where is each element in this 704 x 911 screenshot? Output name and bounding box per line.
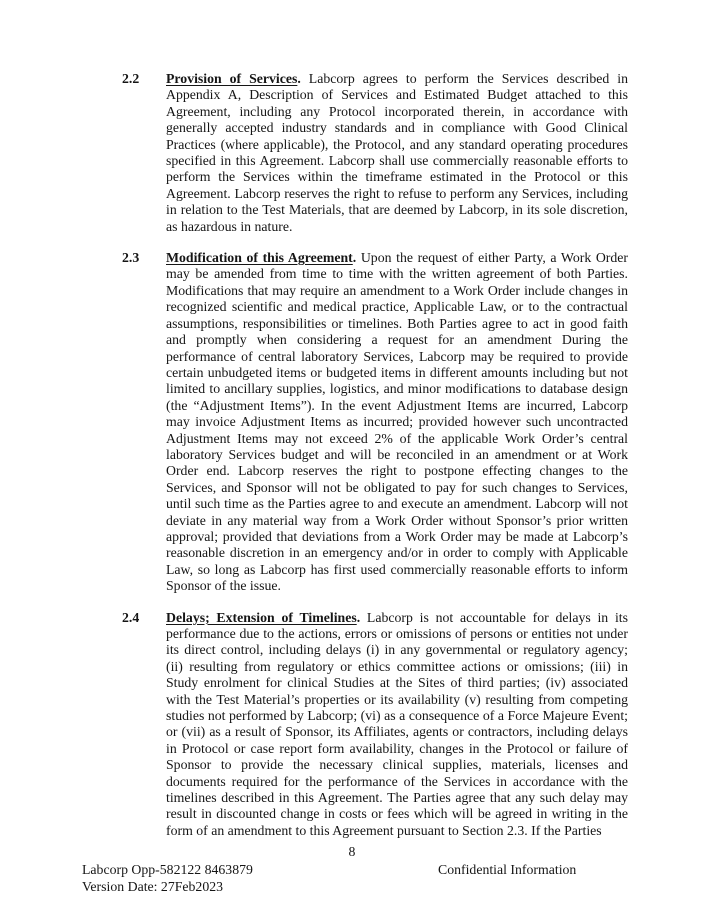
section-2-2 <box>122 71 628 235</box>
footer-confidential-label: Confidential Information <box>438 862 577 877</box>
section-paragraph <box>166 610 628 840</box>
section-body-text: Labcorp is not accountable for delays in its performance due to the actions, errors or omissions of persons or entities not under its direct control, including delays (i) in any governmental or regulatory agency; (ii) resulting from regulatory or ethics committee actions or omissions; (iii) in Study enrolment for clinical Studies at the Sites of third parties; (iv) associated with the Test Material’s properties or its availability (v) resulting from competing studies not performed by Labcorp; (vi) as a consequence of a Force Majeure Event; or (vii) as a result of Sponsor, its Affiliates, agents or contractors, including delays in Protocol or case report form availability, changes in the Protocol or failure of Sponsor to provide the necessary clinical supplies, materials, licenses and documents required for the performance of the Services in accordance with the timelines described in this Agreement. The Parties agree that any such delay may result in discounted change in costs or fees which will be agreed in writing in the form of an amendment to this Agreement pursuant to Section 2.3. If the Parties <box>166 609 628 838</box>
footer-doc-id: Labcorp Opp-582122 8463879 <box>82 862 253 877</box>
footer-left <box>82 862 253 895</box>
section-heading-period: . <box>352 250 357 266</box>
section-number: 2.3 <box>122 250 140 266</box>
section-2-4 <box>122 610 628 840</box>
section-body-text: Labcorp agrees to perform the Services described in Appendix A, Description of Services and Estimated Budget attached to this Agreement, including any Protocol incorporated therein, in accordance with generally accepted industry standards and in compliance with Good Clinical Practices (where applicable), the Protocol, and any standard operating procedures specified in this Agreement. Labcorp shall use commercially reasonable efforts to perform the Services within the timeframe estimated in the Protocol or this Agreement. Labcorp reserves the right to refuse to perform any Services, including in relation to the Test Materials, that are deemed by Labcorp, in its sole discretion, as hazardous in nature. <box>166 71 628 234</box>
footer-version-date: Version Date: 27Feb2023 <box>82 878 224 894</box>
section-number: 2.2 <box>122 71 140 86</box>
section-number: 2.4 <box>122 609 140 625</box>
section-heading: Modification of this Agreement <box>166 250 353 266</box>
section-2-3 <box>122 250 628 595</box>
section-paragraph <box>166 71 628 235</box>
section-paragraph <box>166 250 628 595</box>
document-body <box>122 71 628 839</box>
page-number: 8 <box>348 844 356 859</box>
section-heading-period: . <box>356 609 361 625</box>
section-heading: Delays; Extension of Timelines <box>166 609 357 625</box>
section-heading-period: . <box>297 71 301 86</box>
section-heading: Provision of Services <box>166 71 298 86</box>
section-body-text: Upon the request of either Party, a Work Order may be amended from time to time with the written agreement of both Parties. Modifications that may require an amendment to a Work Order include changes in recognized scientific and medical practice, Applicable Law, or to the contractual assumptions, responsibilities or timelines. Both Parties agree to act in good faith and promptly when considering a request for an amendment During the performance of central laboratory Services, Labcorp may be required to provide certain unbudgeted items or budgeted items in different amounts including but not limited to ancillary supplies, logistics, and minor modifications to database design (the “Adjustment Items”). In the event Adjustment Items are incurred, Labcorp may invoice Adjustment Items as incurred; provided however such uncontracted Adjustment Items may not exceed 2% of the applicable Work Order’s central laboratory Services budget and will be reconciled in an amendment or at Work Order end. Labcorp reserves the right to postpone effecting changes to the Services, and Sponsor will not be obligated to pay for such changes to Services, until such time as the Parties agree to and execute an amendment. Labcorp will not deviate in any material way from a Work Order without Sponsor’s prior written approval; provided that deviations from a Work Order may be made at Labcorp’s reasonable discretion in an emergency and/or in order to comply with Applicable Law, so long as Labcorp has first used commercially reasonable efforts to inform Sponsor of the issue. <box>166 250 628 594</box>
